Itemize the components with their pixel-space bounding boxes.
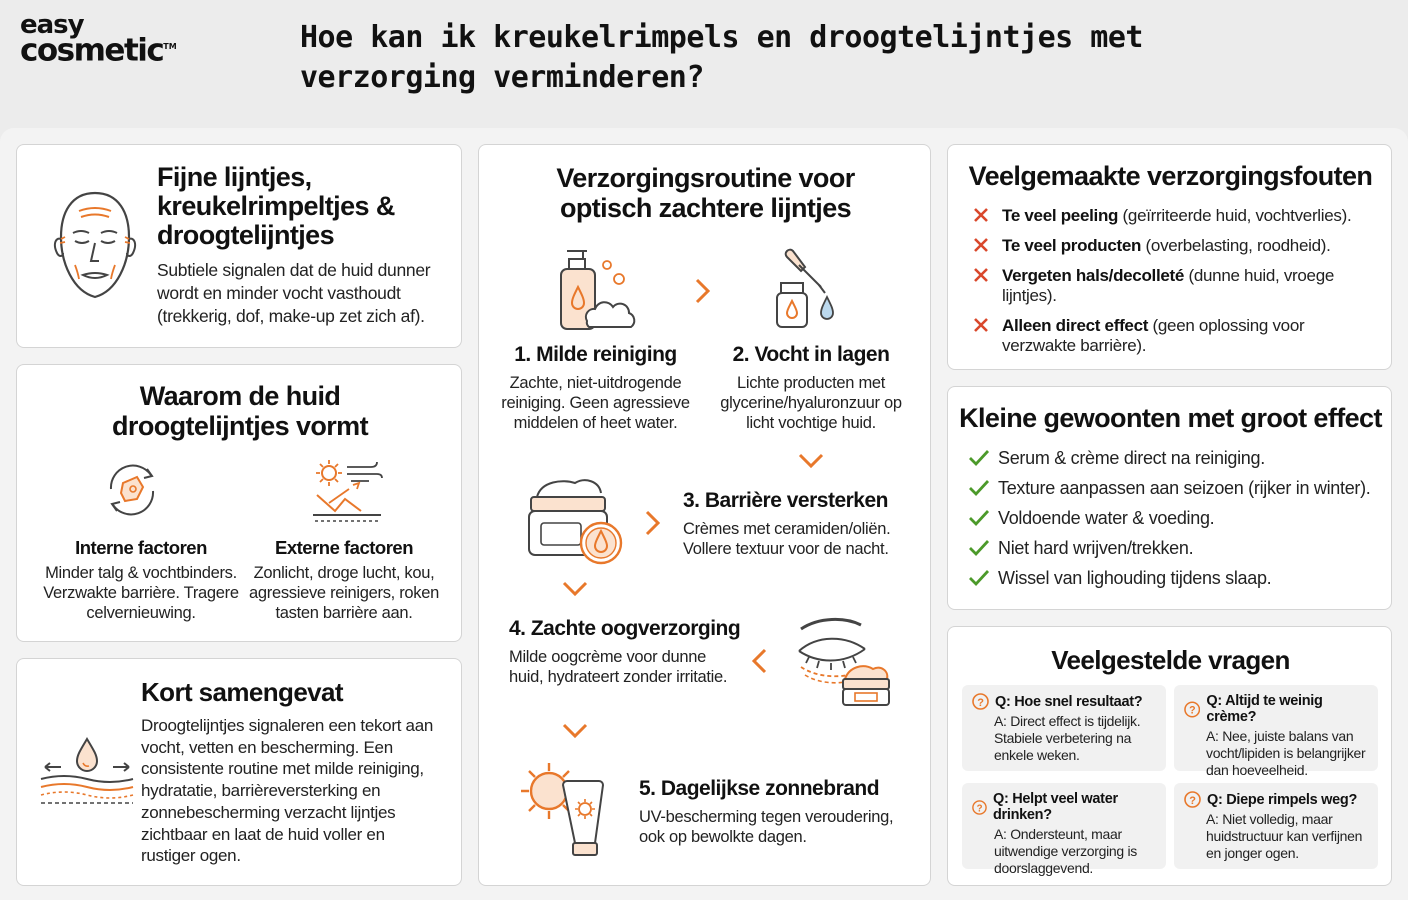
- skin-layer-drop-icon: [37, 735, 137, 809]
- mistakes-card: [947, 144, 1392, 370]
- page-title: Hoe kan ik kreukelrimpels en droogtelijntjes met verzorging verminderen?: [300, 20, 1143, 95]
- routine-step-1: [493, 343, 698, 433]
- pump-bottle-foam-icon: [555, 245, 637, 333]
- svg-text:?: ?: [1189, 704, 1196, 717]
- faq-answer: A: Direct effect is tijdelijk. Stabiele verbetering na enkele weken.: [994, 713, 1141, 763]
- faq-item[interactable]: [1174, 685, 1378, 778]
- habit-item: Wissel van lighouding tijdens slaap.: [968, 568, 1388, 588]
- check-icon: [968, 478, 990, 498]
- faq-item[interactable]: [962, 783, 1166, 876]
- intro-heading: Fijne lijntjes, kreukelrimpeltjes & droogtelijntjes: [157, 162, 395, 250]
- cross-icon: [972, 266, 990, 284]
- mistake-item: Te veel producten (overbelasting, roodheid).: [972, 236, 1372, 256]
- faq-question: Q: Diepe rimpels weg?: [1207, 791, 1358, 808]
- habit-item: Voldoende water & voeding.: [968, 508, 1388, 528]
- faq-question: Q: Hoe snel resultaat?: [995, 693, 1143, 710]
- mistake-item: Te veel peeling (geïrriteerde huid, vochtverlies).: [972, 206, 1372, 226]
- sunscreen-tube-icon: [517, 755, 617, 861]
- skin-cycle-icon: [97, 459, 167, 521]
- habit-item: Serum & crème direct na reiniging.: [968, 448, 1388, 468]
- chevron-left-icon: [749, 647, 769, 675]
- routine-step-3-title: 3. Barrière versterken: [683, 489, 888, 512]
- why-external-title: Externe factoren: [275, 537, 413, 558]
- cream-jar-icon: [523, 471, 629, 567]
- why-card: [16, 364, 462, 642]
- routine-card: [478, 144, 931, 886]
- faq-item[interactable]: [1174, 783, 1378, 869]
- why-internal-text: Minder talg & vochtbinders. Verzwakte barrière. Tragere celvernieuwing.: [43, 564, 239, 622]
- brand-logo: [20, 10, 177, 69]
- routine-step-2-text: Lichte producten met glycerine/hyaluronzuur op licht vochtige huid.: [720, 374, 902, 432]
- summary-text: Droogtelijntjes signaleren een tekort aan vocht, vetten en bescherming. Een consistente routine met milde reiniging, hydratatie, barrièreversterking en zonnebescherming verzacht lijntjes zichtbaar en laat de huid voller en rustiger ogen.: [141, 716, 433, 866]
- question-icon: [972, 693, 989, 710]
- check-icon: [968, 568, 990, 588]
- routine-step-1-text: Zachte, niet-uitdrogende reiniging. Geen agressieve middelen of heet water.: [501, 374, 690, 432]
- face-lines-icon: [45, 187, 145, 307]
- chevron-down-icon: [797, 451, 825, 471]
- chevron-down-icon: [561, 579, 589, 599]
- routine-step-3-text: Crèmes met ceramiden/oliën. Vollere textuur voor de nacht.: [683, 520, 891, 558]
- routine-step-4: [509, 617, 749, 687]
- routine-step-5: [639, 777, 919, 847]
- faq-item[interactable]: [962, 685, 1166, 771]
- routine-step-1-title: 1. Milde reiniging: [514, 343, 677, 366]
- why-internal-title: Interne factoren: [75, 537, 207, 558]
- faq-card: [947, 626, 1392, 886]
- check-icon: [968, 448, 990, 468]
- cross-icon: [972, 316, 990, 334]
- routine-heading: Verzorgingsroutine voor optisch zachtere lijntjes: [556, 163, 855, 223]
- eye-cream-icon: [795, 611, 895, 707]
- chevron-right-icon: [643, 509, 663, 537]
- svg-text:?: ?: [976, 802, 983, 814]
- routine-step-5-title: 5. Dagelijkse zonnebrand: [639, 777, 880, 800]
- routine-step-2: [711, 343, 911, 433]
- why-external-text: Zonlicht, droge lucht, kou, agressieve reinigers, roken tasten barrière aan.: [249, 564, 439, 622]
- sun-wind-icon: [309, 457, 385, 525]
- mistake-item: Vergeten hals/decolleté (dunne huid, vroege lijntjes).: [972, 266, 1347, 306]
- mistakes-heading: Veelgemaakte verzorgingsfouten: [968, 161, 1373, 191]
- brand-line2: cosmetic™: [20, 32, 177, 69]
- habit-item: Texture aanpassen aan seizoen (rijker in winter).: [968, 478, 1388, 498]
- faq-answer: A: Niet volledig, maar huidstructuur kan verfijnen en jonger ogen.: [1206, 811, 1363, 861]
- routine-step-4-text: Milde oogcrème voor dunne huid, hydrateert zonder irritatie.: [509, 648, 728, 686]
- faq-question: Q: Altijd te weinig crème?: [1206, 693, 1323, 725]
- routine-step-2-title: 2. Vocht in lagen: [732, 343, 890, 366]
- chevron-down-icon: [561, 721, 589, 741]
- habits-heading: Kleine gewoonten met groot effect: [959, 403, 1382, 433]
- habits-card: [947, 386, 1392, 610]
- why-internal: [27, 537, 255, 623]
- brand-line1: easy: [20, 10, 84, 40]
- check-icon: [968, 538, 990, 558]
- question-icon: [1184, 701, 1200, 718]
- dropper-serum-icon: [769, 245, 849, 333]
- svg-text:?: ?: [977, 696, 984, 709]
- routine-step-4-title: 4. Zachte oogverzorging: [509, 617, 741, 640]
- cross-icon: [972, 206, 990, 224]
- cross-icon: [972, 236, 990, 254]
- why-external: [243, 537, 445, 623]
- why-heading: Waarom de huid droogtelijntjes vormt: [112, 381, 368, 441]
- mistake-item: Alleen direct effect (geen oplossing voor verzwakte barrière).: [972, 316, 1317, 356]
- faq-heading: Veelgestelde vragen: [1051, 645, 1290, 675]
- faq-answer: A: Nee, juiste balans van vocht/lipiden is belangrijker dan hoeveelheid.: [1206, 728, 1366, 778]
- check-icon: [968, 508, 990, 528]
- summary-card: [16, 658, 462, 886]
- faq-question: Q: Helpt veel water drinken?: [992, 791, 1118, 823]
- chevron-right-icon: [693, 277, 713, 305]
- faq-answer: A: Ondersteunt, maar uitwendige verzorging is doorslaggevend.: [994, 826, 1137, 876]
- question-icon: [972, 799, 987, 816]
- summary-heading: Kort samengevat: [141, 677, 343, 707]
- habit-item: Niet hard wrijven/trekken.: [968, 538, 1388, 558]
- question-icon: [1184, 791, 1201, 808]
- svg-text:?: ?: [1189, 794, 1196, 807]
- routine-step-5-text: UV-bescherming tegen veroudering, ook op bewolkte dagen.: [639, 808, 894, 846]
- routine-step-3: [683, 489, 923, 559]
- intro-text: Subtiele signalen dat de huid dunner wordt en minder vocht vasthoudt (trekkerig, dof, make-up zet zich af).: [157, 260, 431, 326]
- intro-card: [16, 144, 462, 348]
